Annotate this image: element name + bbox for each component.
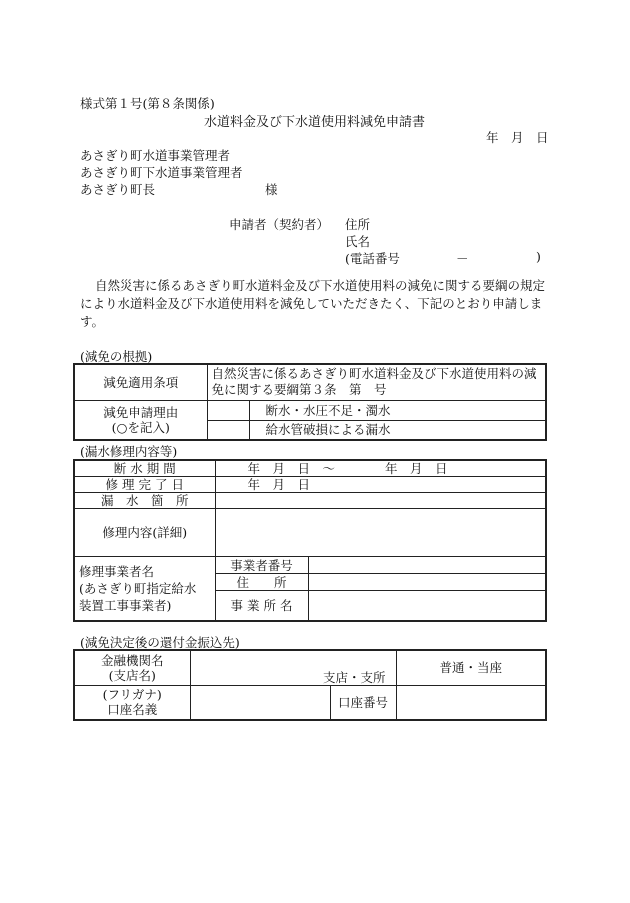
body-paragraph: 自然災害に係るあさぎり町水道料金及び下水道使用料の減免に関する要綱の規定により水道料金及び下水道使用料を減免していただきたく、下記のとおり申請します。 (80, 278, 546, 329)
reason-label (74, 400, 207, 440)
completion-date-label: 修 理 完 了 日 (74, 477, 215, 493)
applicant-phone-dash: － (456, 251, 469, 266)
refund-table (73, 649, 547, 721)
repair-table (73, 459, 547, 622)
basis-table (73, 363, 547, 441)
contractor-label-line3: 装置工事事業者) (79, 597, 172, 613)
document-title: 水道料金及び下水道使用料減免申請書 (204, 115, 426, 130)
contractor-address-value[interactable] (308, 574, 546, 591)
repair-detail-value[interactable] (215, 509, 546, 557)
leak-location-label: 漏 水 箇 所 (74, 493, 215, 509)
contractor-label (74, 557, 215, 621)
bank-label-line2: (支店名) (108, 667, 156, 683)
clause-text: 自然災害に係るあさぎり町水道料金及び下水道使用料の減免に関する要綱第３条 第 号 (207, 364, 546, 400)
office-name-label: 事 業 所 名 (215, 591, 308, 621)
office-name-value[interactable] (308, 591, 546, 621)
reason-option-1: 断水・水圧不足・濁水 (249, 400, 546, 420)
account-type[interactable]: 普通・当座 (396, 650, 546, 685)
leak-location-value[interactable] (215, 493, 546, 509)
bank-label-line1: 金融機関名 (100, 652, 164, 668)
outage-period-label: 断 水 期 間 (74, 460, 215, 477)
outage-period-value[interactable]: 年 月 日 ～ 年 月 日 (215, 460, 546, 477)
section-heading-basis: (減免の根拠) (80, 349, 153, 364)
bank-label (74, 650, 190, 685)
honorific: 様 (265, 182, 278, 197)
section-heading-refund: (減免決定後の還付金振込先) (80, 635, 240, 650)
contractor-address-label: 住 所 (215, 574, 308, 591)
applicant-label: 申請者（契約者） (229, 217, 330, 232)
addressee-sewer: あさぎり町下水道事業管理者 (80, 165, 243, 180)
section-heading-repair: (漏水修理内容等) (80, 444, 178, 459)
applicant-phone-close: ) (536, 249, 541, 264)
account-number-label: 口座番号 (330, 685, 396, 720)
contractor-number-label: 事業者番号 (215, 557, 308, 574)
reason-mark-cell-1[interactable] (207, 400, 249, 420)
holder-label-line1: (フリガナ) (102, 687, 162, 703)
contractor-number-value[interactable] (308, 557, 546, 574)
applicant-phone-label: (電話番号 (345, 251, 400, 266)
form-number: 様式第１号(第８条関係) (80, 96, 215, 111)
contractor-label-line1: 修理事業者名 (79, 563, 155, 579)
completion-date-value[interactable]: 年 月 日 (215, 477, 546, 493)
date-line: 年 月 日 (486, 130, 549, 145)
reason-label-line1: 減免申請理由 (103, 404, 179, 420)
reason-label-line2: (○を記入) (111, 419, 170, 435)
holder-label (74, 685, 190, 720)
account-number-value[interactable] (396, 685, 546, 720)
repair-detail-label: 修理内容(詳細) (74, 509, 215, 557)
addressee-water: あさぎり町水道事業管理者 (80, 148, 231, 163)
applicant-address-label: 住所 (345, 217, 371, 232)
clause-label: 減免適用条項 (74, 364, 207, 400)
bank-branch-cell[interactable]: 支店・支所 (190, 650, 396, 685)
addressee-mayor: あさぎり町長 (80, 182, 156, 197)
holder-name-value[interactable] (190, 685, 330, 720)
applicant-name-label: 氏名 (345, 234, 371, 249)
contractor-label-line2: (あさぎり町指定給水 (79, 580, 197, 596)
reason-option-2: 給水管破損による漏水 (249, 420, 546, 440)
reason-mark-cell-2[interactable] (207, 420, 249, 440)
holder-label-line2: 口座名義 (107, 702, 158, 718)
